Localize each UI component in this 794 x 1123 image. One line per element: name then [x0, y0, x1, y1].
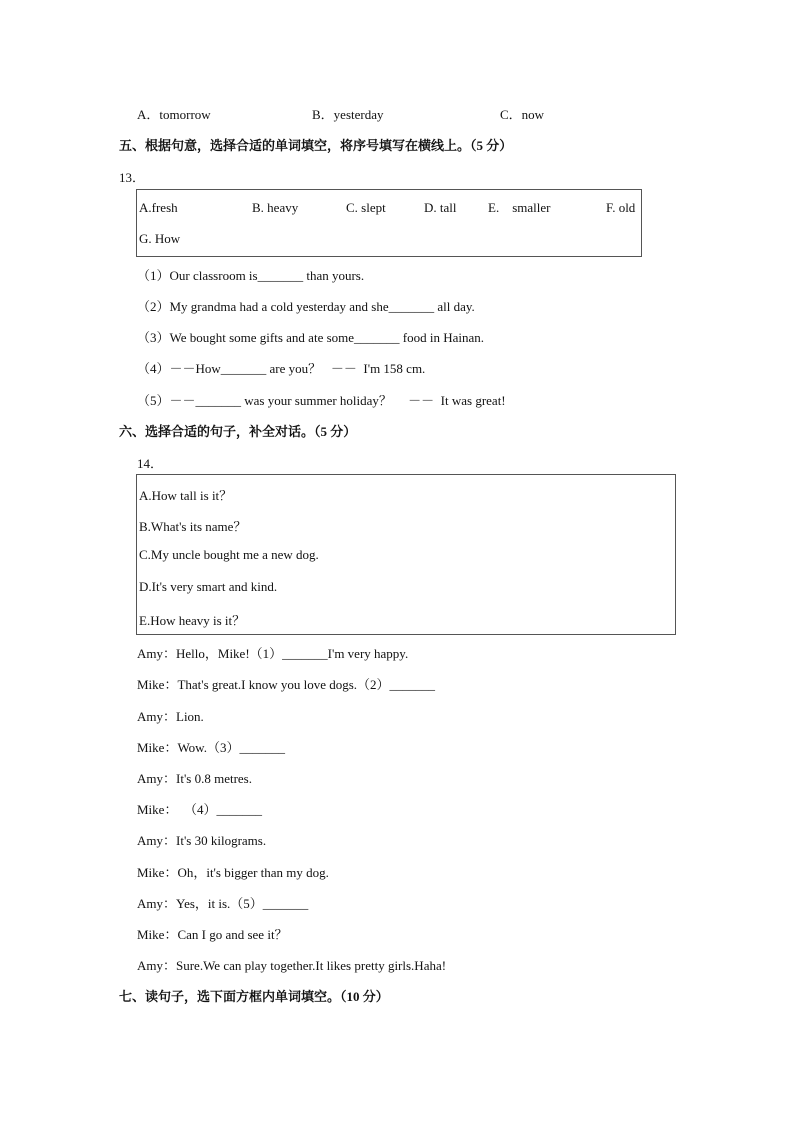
dialogue-line: Amy：It's 30 kilograms. — [137, 833, 267, 848]
dialogue-line: Mike：Wow.（3）_______ — [137, 740, 285, 755]
section5-title: 五、根据句意，选择合适的单词填空，将序号填写在横线上。（5 分） — [119, 138, 513, 153]
q12-option-c: C．now — [500, 107, 545, 122]
dialogue-line: Mike：Oh，it's bigger than my dog. — [137, 865, 329, 880]
dialogue-line: Amy：It's 0.8 metres. — [137, 771, 252, 786]
dialogue-line: Amy：Sure.We can play together.It likes pretty girls.Haha! — [137, 958, 447, 973]
sentence-option-b: B.What's its name？ — [139, 519, 247, 534]
dialogue-line: Amy：Hello，Mike!（1）_______I'm very happy. — [137, 646, 409, 661]
sentence-option-c: C.My uncle bought me a new dog. — [139, 547, 319, 562]
q12-option-b: B．yesterday — [312, 107, 384, 122]
question-13-number: 13． — [119, 170, 146, 185]
word-option-g: G. How — [139, 231, 181, 246]
dialogue-line: Mike：Can I go and see it？ — [137, 927, 288, 942]
dialogue-line: Amy：Lion. — [137, 709, 204, 724]
word-option-d: D. tall — [424, 200, 457, 215]
word-option-c: C. slept — [346, 200, 386, 215]
q13-sentence-2: （2）My grandma had a cold yesterday and she_______ all day. — [137, 299, 475, 314]
dialogue-line: Mike：That's great.I know you love dogs.（2）_______ — [137, 677, 436, 692]
dialogue-line: Mike： （4）_______ — [137, 802, 262, 817]
q13-sentence-3: （3）We bought some gifts and ate some_______ food in Hainan. — [137, 330, 485, 345]
sentence-option-d: D.It's very smart and kind. — [139, 579, 278, 594]
dialogue-line: Amy：Yes，it is.（5）_______ — [137, 896, 309, 911]
section6-title: 六、选择合适的句子，补全对话。（5 分） — [119, 424, 357, 439]
q13-sentence-4: （4）－－How_______ are you？ －－ I'm 158 cm. — [137, 361, 426, 376]
question-14-number: 14． — [137, 456, 164, 471]
word-option-f: F. old — [606, 200, 636, 215]
q12-option-a: A．tomorrow — [137, 107, 211, 122]
q13-sentence-1: （1）Our classroom is_______ than yours. — [137, 268, 365, 283]
sentence-option-e: E.How heavy is it？ — [139, 613, 246, 628]
sentence-option-a: A.How tall is it？ — [139, 488, 233, 503]
word-bank-box — [136, 189, 642, 257]
q13-sentence-5: （5）－－_______ was your summer holiday？ －－ It was great! — [137, 393, 506, 408]
word-option-a: A.fresh — [139, 200, 178, 215]
section7-title: 七、读句子，选下面方框内单词填空。（10 分） — [119, 989, 389, 1004]
word-option-b: B. heavy — [252, 200, 299, 215]
word-option-e: E. smaller — [488, 200, 551, 215]
